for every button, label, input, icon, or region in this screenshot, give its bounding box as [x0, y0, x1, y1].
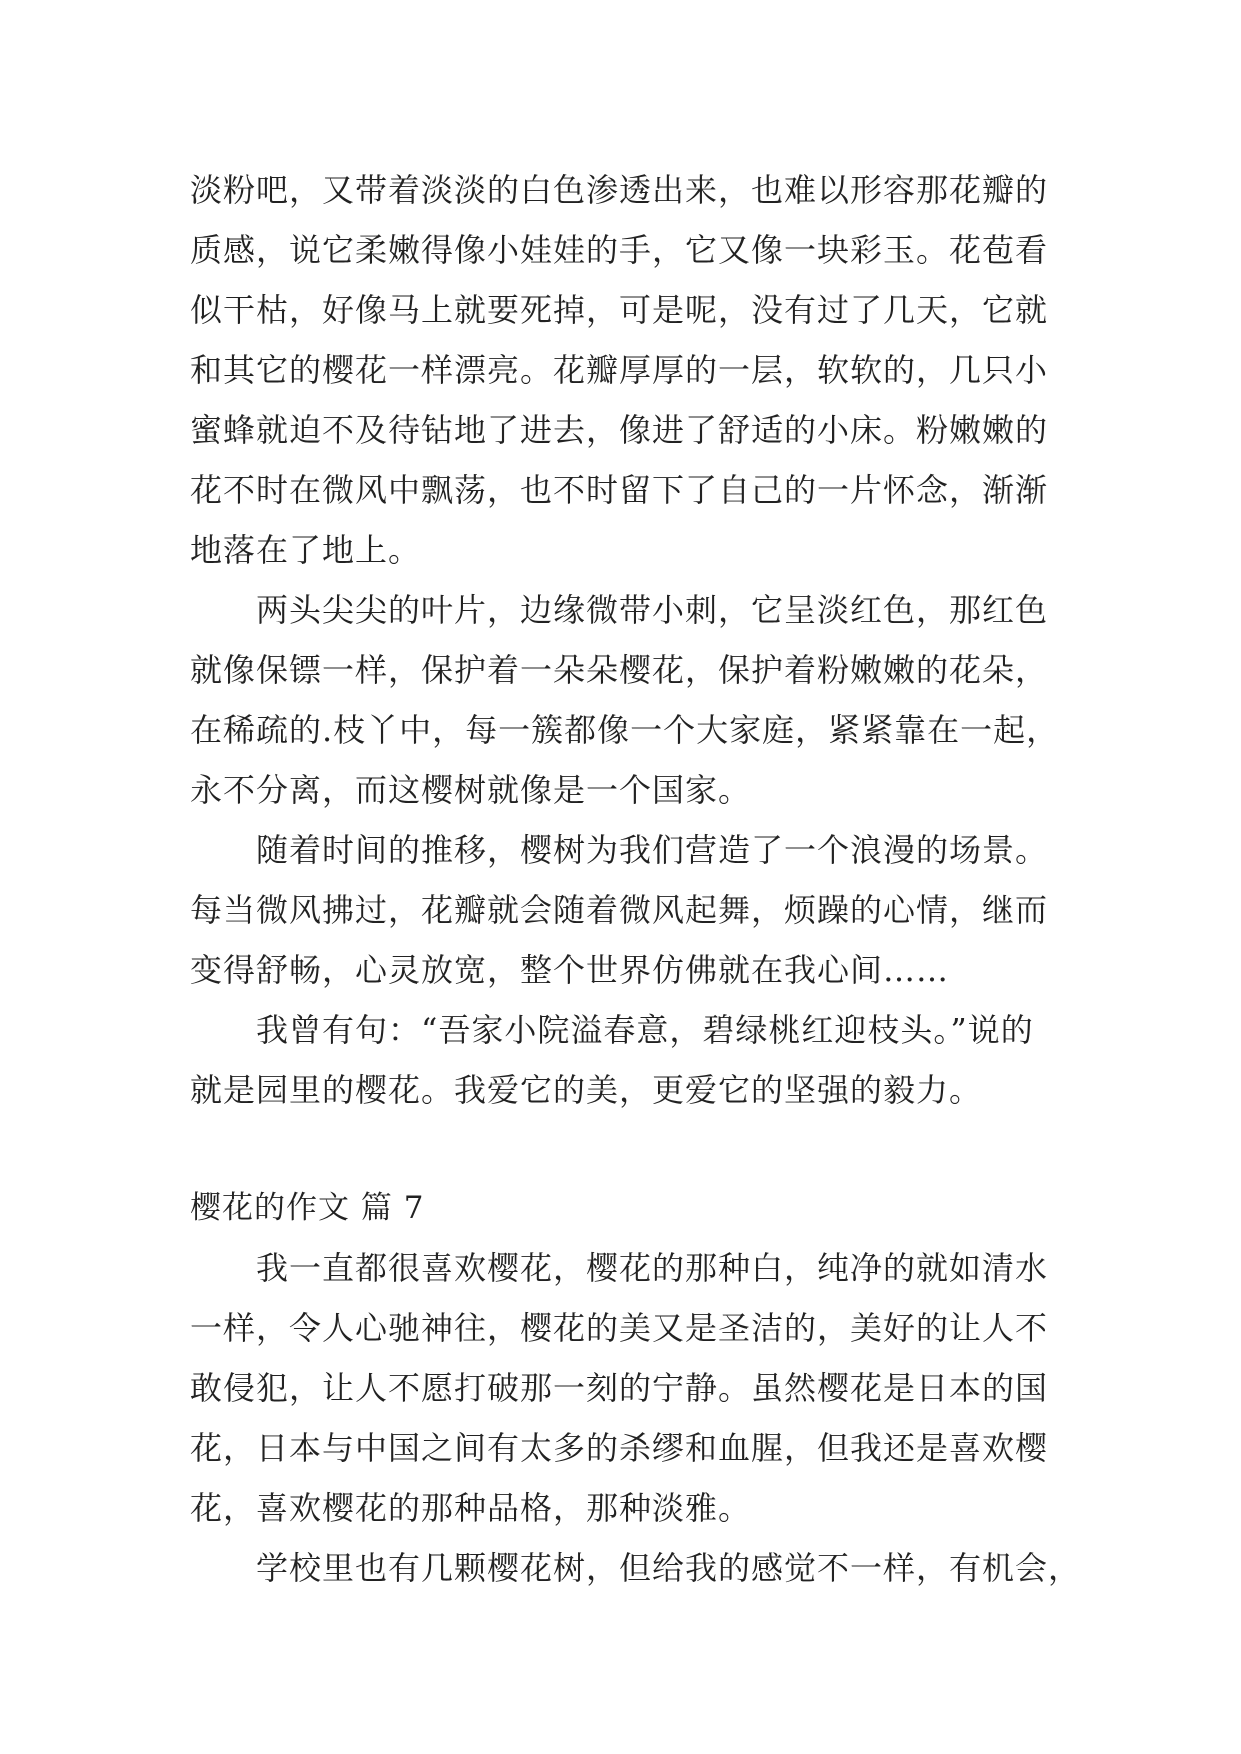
text-line: 两头尖尖的叶片，边缘微带小刺，它呈淡红色，那红色	[256, 591, 1049, 629]
text-line: 质感，说它柔嫩得像小娃娃的手，它又像一块彩玉。花苞看	[190, 231, 1049, 269]
text-line: 变得舒畅，心灵放宽，整个世界仿佛就在我心间……	[190, 951, 950, 989]
paragraph	[190, 1000, 1050, 1120]
text-line: 敢侵犯，让人不愿打破那一刻的宁静。虽然樱花是日本的国	[190, 1369, 1049, 1407]
text-line: 花，日本与中国之间有太多的杀缪和血腥，但我还是喜欢樱	[190, 1429, 1049, 1467]
text-line: 就是园里的樱花。我爱它的美，更爱它的坚强的毅力。	[190, 1071, 983, 1109]
text-line: 我一直都很喜欢樱花，樱花的那种白，纯净的就如清水	[256, 1249, 1049, 1287]
text-line: 淡粉吧，又带着淡淡的白色渗透出来，也难以形容那花瓣的	[190, 171, 1049, 209]
text-line: 蜜蜂就迫不及待钻地了进去，像进了舒适的小床。粉嫩嫩的	[190, 411, 1049, 449]
paragraph	[190, 820, 1050, 1000]
text-line: 我曾有句：“吾家小院溢春意，碧绿桃红迎枝头。”说的	[256, 1011, 1034, 1049]
text-line: 花不时在微风中飘荡，也不时留下了自己的一片怀念，渐渐	[190, 471, 1049, 509]
text-line: 永不分离，而这樱树就像是一个国家。	[190, 771, 752, 809]
paragraph	[190, 1538, 1082, 1598]
text-line: 每当微风拂过，花瓣就会随着微风起舞，烦躁的心情，继而	[190, 891, 1049, 929]
text-line: 随着时间的推移，樱树为我们营造了一个浪漫的场景。	[256, 831, 1049, 869]
text-line: 就像保镖一样，保护着一朵朵樱花，保护着粉嫩嫩的花朵，	[190, 651, 1049, 689]
text-line: 一样，令人心驰神往，樱花的美又是圣洁的，美好的让人不	[190, 1309, 1049, 1347]
text-line: 似干枯，好像马上就要死掉，可是呢，没有过了几天，它就	[190, 291, 1049, 329]
text-line: 和其它的樱花一样漂亮。花瓣厚厚的一层，软软的，几只小	[190, 351, 1049, 389]
document-body	[190, 160, 1082, 1598]
text-line: 地落在了地上。	[190, 531, 422, 569]
text-line: 花，喜欢樱花的那种品格，那种淡雅。	[190, 1489, 752, 1527]
text-line: 学校里也有几颗樱花树，但给我的感觉不一样，有机会，	[256, 1549, 1082, 1587]
paragraph	[190, 580, 1060, 820]
paragraph	[190, 1238, 1050, 1538]
section-heading: 樱花的作文 篇 7	[190, 1190, 425, 1226]
text-line: 在稀疏的.枝丫中，每一簇都像一个大家庭，紧紧靠在一起，	[190, 711, 1060, 749]
paragraph	[190, 160, 1050, 580]
